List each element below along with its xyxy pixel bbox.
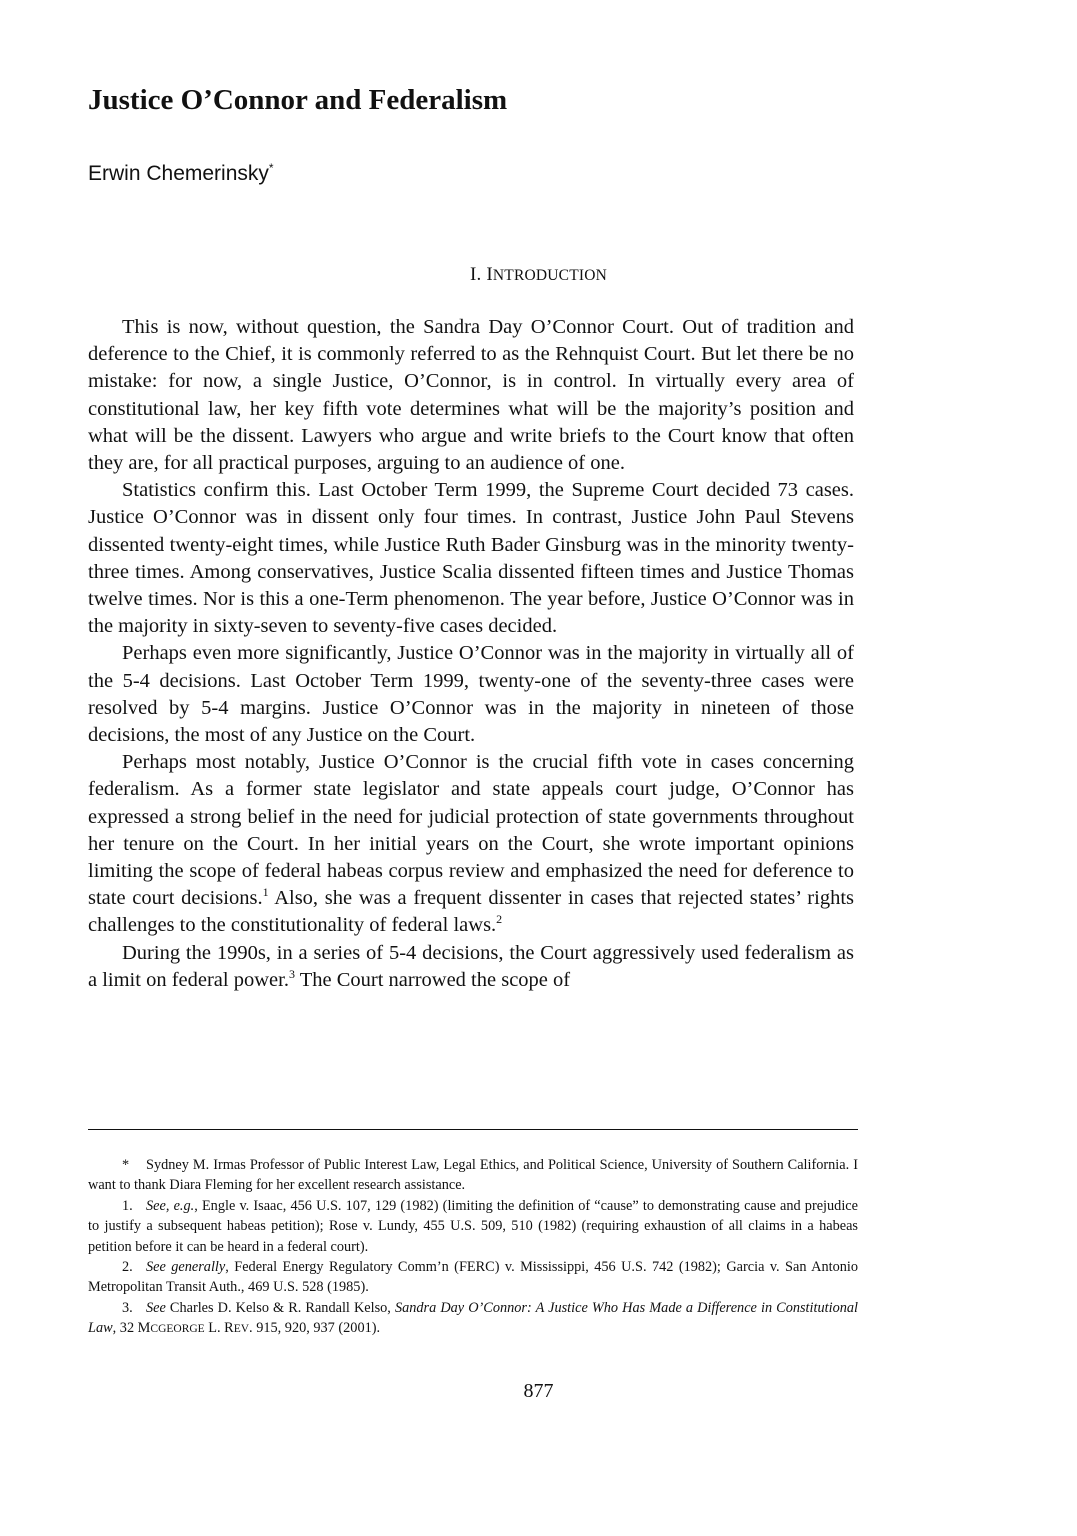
section-heading xyxy=(0,264,1077,286)
footnote-3-authors: Charles D. Kelso & R. Randall Kelso, xyxy=(165,1299,395,1316)
paragraph-5-text-b: The Court narrowed the scope of xyxy=(294,968,571,991)
footnote-3-mark: 3. xyxy=(122,1299,133,1316)
footnote-3-title: Sandra Day O’Connor: A Justice Who Has Made a Difference in Constitutional Law xyxy=(88,1299,858,1337)
author-name: Erwin Chemerinsky xyxy=(88,162,269,185)
footnote-3-signal: See xyxy=(146,1299,166,1316)
footnote-star-mark: * xyxy=(122,1157,130,1173)
footnote-2 xyxy=(88,1257,858,1298)
author-footnote-mark: * xyxy=(268,161,274,175)
footnote-3-pages: . 915, 920, 937 (2001). xyxy=(249,1320,381,1337)
footnote-3-journal-e: EV xyxy=(233,1323,250,1336)
footnote-3-journal-d: L. R xyxy=(204,1320,234,1337)
author-line xyxy=(88,162,274,186)
footnote-1-mark: 1. xyxy=(122,1197,133,1214)
footnote-3 xyxy=(88,1298,858,1340)
footnote-ref-1[interactable]: 1 xyxy=(262,885,269,900)
footnote-1-signal: See, e.g. xyxy=(146,1197,195,1214)
footnotes xyxy=(88,1155,858,1340)
footnote-3-journal-a: M xyxy=(137,1320,151,1337)
footnote-1 xyxy=(88,1196,858,1257)
section-numeral: I. xyxy=(469,264,487,285)
paragraph-2: Statistics confirm this. Last October Term 1999, the Supreme Court decided 73 cases. Justice O’Connor was in dissent only four times. In contrast, Justice John Paul Stevens dissented twenty-eight times, while Justice Ruth Bader Ginsburg was in the minority twenty-three times. Among conservatives, Justice Scalia dissented fifteen times and Justice Thomas twelve times. Nor is this a one-Term phenomenon. The year before, Justice O’Connor was in the majority in sixty-seven to seventy-five cases decided. xyxy=(88,479,854,638)
footnote-3-journal-c: GEORGE xyxy=(158,1323,205,1336)
section-title-smallcaps: NTRODUCTION xyxy=(492,267,608,284)
footnote-star-text: Sydney M. Irmas Professor of Public Interest Law, Legal Ethics, and Political Science, University of Southern California. I want to thank Diara Fleming for her excellent research assistance. xyxy=(88,1157,858,1194)
section-initial: I xyxy=(486,264,493,285)
article-body xyxy=(88,314,854,994)
footnote-2-signal: See generally xyxy=(146,1259,226,1276)
paragraph-4-text-a: Perhaps most notably, Justice O’Connor is the crucial fifth vote in cases concerning federalism. As a former state legislator and state appeals court judge, O’Connor has expressed a strong belief in the need for judicial protection of state governments throughout her tenure on the Court. In her initial years on the Court, she wrote important opinions limiting the scope of federal habeas corpus review and emphasized the need for deference to state court decisions. xyxy=(88,751,854,910)
paragraph-3: Perhaps even more significantly, Justice O’Connor was in the majority in virtually all of the 5-4 decisions. Last October Term 1999, twenty-one of the seventy-three cases were resolved by 5-4 margins. Justice O’Connor was in the majority in nineteen of those decisions, the most of any Justice on the Court. xyxy=(88,642,854,747)
paragraph-5 xyxy=(88,940,854,994)
footnote-1-text: , Engle v. Isaac, 456 U.S. 107, 129 (1982) (limiting the definition of “cause” to demonstrating cause and prejudice to justify a subsequent habeas petition); Rose v. Lundy, 455 U.S. 509, 510 (1982) (requiring exhaustion of all claims in a habeas petition before it can be heard in a federal court). xyxy=(88,1197,858,1255)
footnote-3-journal-b: C xyxy=(150,1323,159,1336)
footnote-2-text: , Federal Energy Regulatory Comm’n (FERC) v. Mississippi, 456 U.S. 742 (1982); Garcia v. San Antonio Metropolitan Transit Auth., 469 U.S. 528 (1985). xyxy=(88,1259,858,1296)
footnote-divider xyxy=(88,1129,858,1130)
footnote-star xyxy=(88,1155,858,1196)
paragraph-4-text-b: Also, she was a frequent dissenter in cases that rejected states’ rights challenges to the constitutionality of federal laws. xyxy=(88,887,855,937)
paragraph-5-text-a: During the 1990s, in a series of 5-4 decisions, the Court aggressively used federalism as a limit on federal power. xyxy=(88,941,854,991)
footnote-3-volume: , 32 xyxy=(112,1320,138,1337)
page-number: 877 xyxy=(523,1380,554,1402)
article-title: Justice O’Connor and Federalism xyxy=(88,84,508,116)
footnote-ref-3[interactable]: 3 xyxy=(288,967,295,982)
paragraph-4 xyxy=(88,749,854,939)
footnote-ref-2[interactable]: 2 xyxy=(496,912,503,927)
paragraph-1: This is now, without question, the Sandra Day O’Connor Court. Out of tradition and deference to the Chief, it is commonly referred to as the Rehnquist Court. But let there be no mistake: for now, a single Justice, O’Connor, is in control. In virtually every area of constitutional law, her key fifth vote determines what will be the majority’s position and what will be the dissent. Lawyers who argue and write briefs to the Court know that often they are, for all practical purposes, arguing to an audience of one. xyxy=(88,316,854,475)
footnote-2-mark: 2. xyxy=(122,1259,133,1276)
